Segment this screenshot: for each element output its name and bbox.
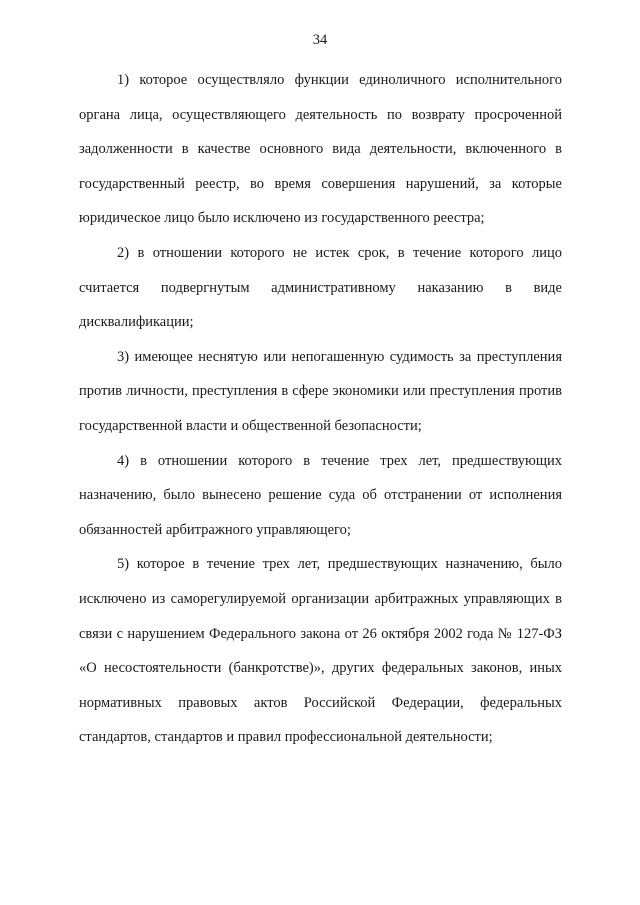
page-number: 34 [312,32,328,48]
paragraph-1: 1) которое осуществляло функции единоличного исполнительного органа лица, осуществляющего деятельность по возврату просроченной задолженности в качестве основного вида деятельности, включенного в государственный реестр, во время совершения нарушений, за которые юридическое лицо было исключено из государственного реестра; [79,72,562,227]
paragraph-5: 5) которое в течение трех лет, предшествующих назначению, было исключено из саморегулируемой организации арбитражных управляющих в связи с нарушением Федерального закона от 26 октября 2002 года № 127-ФЗ «О несостоятельности (банкротстве)», других федеральных законов, иных нормативных правовых актов Российской Федерации, федеральных стандартов, стандартов и правил профессиональной деятельности; [79,556,562,746]
document-body [79,63,562,755]
paragraph-3: 3) имеющее неснятую или непогашенную судимость за преступления против личности, преступления в сфере экономики или преступления против государственной власти и общественной безопасности; [79,348,562,434]
paragraph-4: 4) в отношении которого в течение трех лет, предшествующих назначению, было вынесено решение суда об отстранении от исполнения обязанностей арбитражного управляющего; [79,452,562,538]
paragraph-2: 2) в отношении которого не истек срок, в течение которого лицо считается подвергнутым административному наказанию в виде дисквалификации; [79,244,562,331]
